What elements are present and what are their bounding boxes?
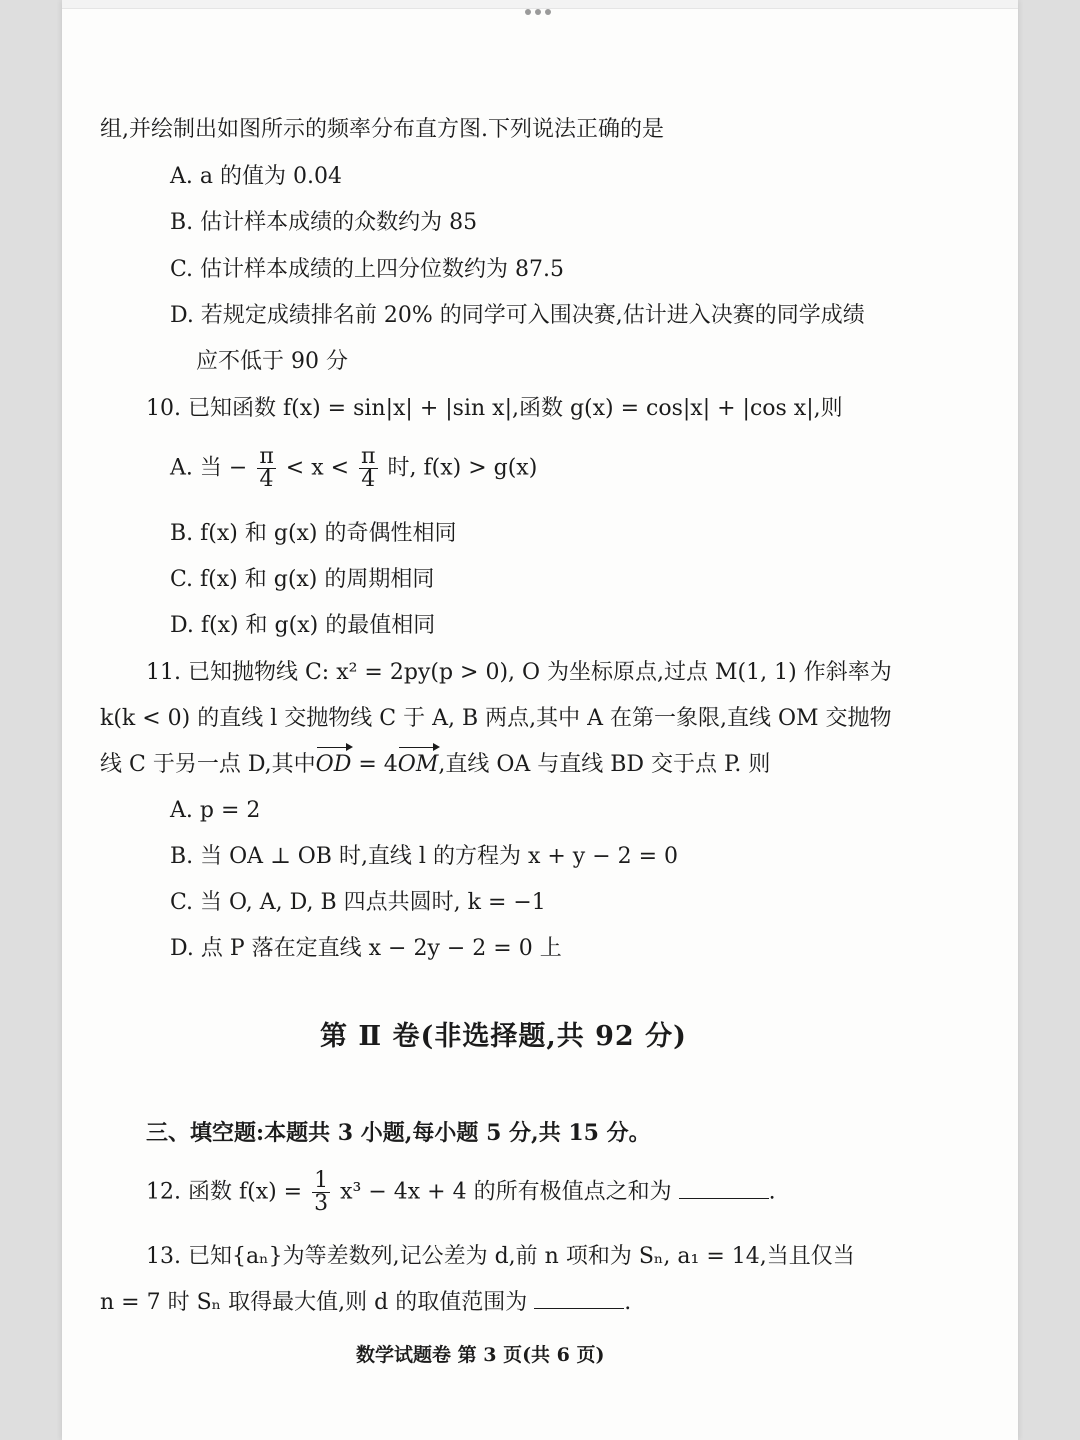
vector-om: OM — [398, 750, 439, 780]
q12-end: . — [768, 1179, 776, 1205]
q11-option-d: D. 点 P 落在定直线 x − 2y − 2 = 0 上 — [170, 936, 562, 961]
q13-line2 — [100, 1288, 631, 1318]
pi-over-4-fraction — [359, 446, 377, 491]
q10-option-a — [170, 446, 537, 491]
q10-option-b: B. f(x) 和 g(x) 的奇偶性相同 — [170, 521, 457, 546]
answer-blank[interactable] — [534, 1288, 624, 1309]
q10-option-c: C. f(x) 和 g(x) 的周期相同 — [170, 567, 435, 592]
q10-stem: 10. 已知函数 f(x) = sin|x| + |sin x|,函数 g(x) = cos|x| + |cos x|,则 — [146, 396, 843, 421]
q9-option-d: D. 若规定成绩排名前 20% 的同学可入围决赛,估计进入决赛的同学成绩 — [170, 303, 865, 328]
q13-line2-text: n = 7 时 Sₙ 取得最大值,则 d 的取值范围为 — [100, 1290, 528, 1315]
q10-a-prefix: A. 当 − — [170, 455, 248, 481]
q9-stem-end: 组,并绘制出如图所示的频率分布直方图.下列说法正确的是 — [100, 117, 664, 142]
frac-num: 1 — [314, 1168, 329, 1193]
q13-line1: 13. 已知{aₙ}为等差数列,记公差为 d,前 n 项和为 Sₙ, a₁ = 14,当且仅当 — [146, 1244, 855, 1269]
q12-suffix: x³ − 4x + 4 的所有极值点之和为 — [340, 1179, 672, 1205]
page-footer: 数学试题卷 第 3 页(共 6 页) — [356, 1344, 605, 1366]
q9-option-c: C. 估计样本成绩的上四分位数约为 87.5 — [170, 257, 565, 282]
frac-num: π — [361, 444, 376, 469]
q9-option-b: B. 估计样本成绩的众数约为 85 — [170, 210, 478, 235]
vector-od: OD — [316, 750, 352, 780]
q11-line3-mid: = 4 — [351, 752, 398, 777]
q10-a-mid: < x < — [285, 455, 350, 481]
q12-prefix: 12. 函数 f(x) = — [146, 1179, 303, 1205]
answer-blank[interactable] — [679, 1178, 769, 1199]
section-heading: 三、填空题:本题共 3 小题,每小题 5 分,共 15 分。 — [146, 1120, 651, 1146]
q9-option-a: A. a 的值为 0.04 — [170, 164, 342, 189]
part-title: 第 Ⅱ 卷(非选择题,共 92 分) — [320, 1021, 687, 1052]
pi-over-4-fraction — [257, 446, 275, 491]
one-third-fraction — [312, 1170, 330, 1215]
q9-option-d-cont: 应不低于 90 分 — [196, 349, 348, 374]
q11-line3-end: ,直线 OA 与直线 BD 交于点 P. 则 — [438, 752, 771, 777]
frac-den: 4 — [361, 467, 376, 492]
frac-den: 4 — [259, 467, 274, 492]
q11-line3-start: 线 C 于另一点 D,其中 — [100, 752, 316, 777]
q11-option-b: B. 当 OA ⊥ OB 时,直线 l 的方程为 x + y − 2 = 0 — [170, 844, 679, 869]
more-options-icon[interactable] — [525, 9, 551, 15]
frac-den: 3 — [314, 1191, 329, 1216]
q13-end: . — [624, 1290, 632, 1315]
frac-num: π — [259, 444, 274, 469]
viewer-top-bar — [62, 0, 1018, 9]
q11-line2: k(k < 0) 的直线 l 交抛物线 C 于 A, B 两点,其中 A 在第一象限,直线 OM 交抛物 — [100, 706, 892, 731]
q11-line3 — [100, 750, 770, 780]
q11-option-a: A. p = 2 — [170, 798, 261, 823]
q11-option-c: C. 当 O, A, D, B 四点共圆时, k = −1 — [170, 890, 546, 915]
q11-line1: 11. 已知抛物线 C: x² = 2py(p > 0), O 为坐标原点,过点 M(1, 1) 作斜率为 — [146, 660, 892, 685]
exam-page — [62, 0, 1018, 1440]
q12 — [146, 1170, 776, 1215]
q10-a-suffix: 时, f(x) > g(x) — [387, 455, 538, 481]
q10-option-d: D. f(x) 和 g(x) 的最值相同 — [170, 613, 436, 638]
